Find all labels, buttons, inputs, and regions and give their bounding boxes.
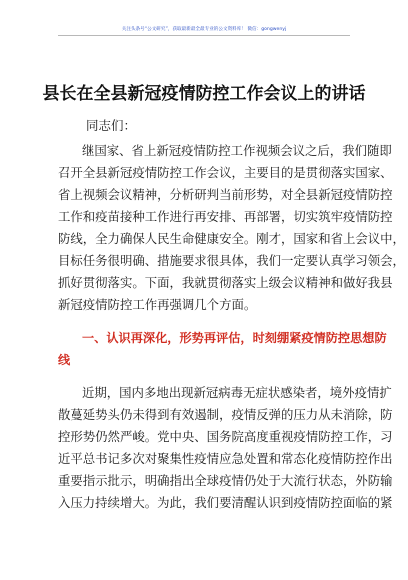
paragraph-2-line: 近平总书记多次对聚集性疫情应急处置和常态化疫情防控作出	[58, 451, 393, 466]
paragraph-2-line: 重要指示批示，明确指出全球疫情仍处于大流行状态，外防输	[58, 473, 393, 488]
paragraph-1-line: 目标任务很明确、措施要求很具体，我们一定要认真学习领会，	[58, 253, 405, 268]
paragraph-2-line: 近期，国内多地出现新冠病毒无症状感染者，境外疫情扩	[82, 385, 392, 400]
paragraph-1-line: 召开全县新冠疫情防控工作会议，主要目的是贯彻落实国家、	[58, 165, 393, 180]
greeting: 同志们：	[86, 118, 137, 133]
section-1-heading: 线	[58, 353, 71, 367]
header-banner: 关注头条号“公文研究”，获取最新最全最专业的公文资料库！ 微信：gongwenyj	[121, 27, 287, 32]
section-1-heading: 一、认识再深化，形势再评估，时刻绷紧疫情防控思想防	[82, 331, 387, 345]
header-divider	[58, 35, 350, 36]
document-title: 县长在全县新冠疫情防控工作会议上的讲话	[42, 84, 366, 104]
paragraph-1-line: 省上视频会议精神，分析研判当前形势，对全县新冠疫情防控	[58, 187, 393, 202]
paragraph-2-line: 控形势仍然严峻。党中央、国务院高度重视疫情防控工作，习	[58, 429, 393, 444]
paragraph-1-line: 防线，全力确保人民生命健康安全。刚才，国家和省上会议中，	[58, 231, 405, 246]
paragraph-2-line: 入压力持续增大。为此，我们要清醒认识到疫情防控面临的紧	[58, 495, 393, 510]
paragraph-1-line: 工作和疫苗接种工作进行再安排、再部署，切实筑牢疫情防控	[58, 209, 393, 224]
paragraph-1-line: 新冠疫情防控工作再强调几个方面。	[58, 297, 257, 312]
paragraph-1-line: 继国家、省上新冠疫情防控工作视频会议之后，我们随即	[82, 143, 392, 158]
paragraph-2-line: 散蔓延势头仍未得到有效遏制，疫情反弹的压力从未消除，防	[58, 407, 393, 422]
paragraph-1-line: 抓好贯彻落实。下面，我就贯彻落实上级会议精神和做好我县	[58, 275, 393, 290]
